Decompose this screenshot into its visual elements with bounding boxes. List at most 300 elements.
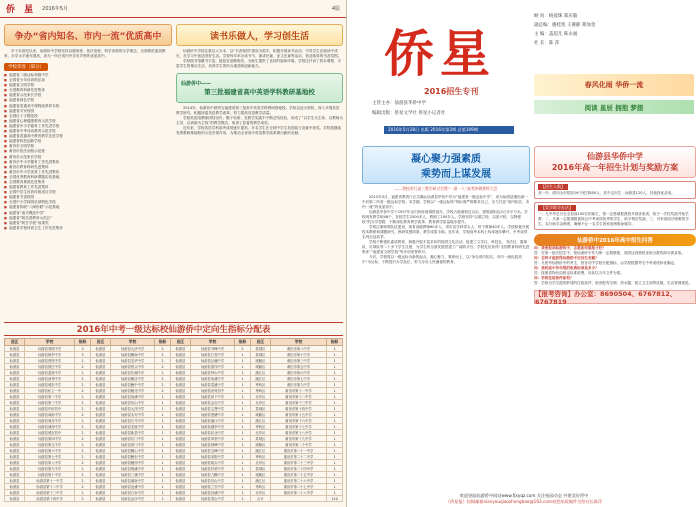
quota-cell: 仙游县东门中学 <box>110 436 154 442</box>
masthead-title: 侨星 <box>384 24 496 83</box>
quota-cell: 1 <box>155 406 171 412</box>
quota-cell: 1 <box>235 364 251 370</box>
honor-item: ■ 福建省文明学校 <box>4 83 172 88</box>
quota-cell: 仙游县 <box>170 430 190 436</box>
qa-question-2: 问：怎样才能获得仙游侨中定向生名额？ <box>534 256 599 260</box>
quota-cell: 仙游县第十一中学 <box>24 478 74 484</box>
enrollment-quota-box <box>534 181 696 199</box>
quota-cell: 2 <box>75 370 91 376</box>
quota-cell: 莆田市第五中学 <box>270 364 326 370</box>
quota-cell: 1 <box>155 442 171 448</box>
development-banner <box>362 146 530 184</box>
quota-cell: 2 <box>75 460 91 466</box>
scholarship-text: 一、凡中考总分在全县前100名的新生，第一志愿填报我校并被录取者，给予一次性奖励并免学费；二、凡第一志愿填报我校且中考成绩优秀的学生，给予相应奖励；三、对家庭经济困难的学生，实行助学金制度，确保不让一名学生因家庭困难而辍学。 <box>538 212 689 226</box>
quota-cell: 仙游县第十三中学 <box>24 490 74 496</box>
footer-submission-line: 《侨星报》投稿邮箱xianyouqiaozhongbao@163.com或把纸质稿件交给社长陈萍 <box>445 499 603 504</box>
quota-cell: 2 <box>75 388 91 394</box>
quota-cell: 1 <box>327 424 343 430</box>
quota-cell: 2 <box>155 346 171 352</box>
quota-cell: 莆田市第十六中学 <box>270 418 326 424</box>
quota-cell: 莆田市第二十七中学 <box>270 484 326 490</box>
honor-item: ■ 福建省学校体育卫生工作先进集体 <box>4 226 172 231</box>
quota-cell: 莆田市第七中学 <box>270 376 326 382</box>
staff-deputy-editor: 副总编：谢桂煌 王赛静 郑加金 <box>534 23 596 28</box>
quota-cell: 莆田市第六中学 <box>270 370 326 376</box>
quota-cell: 1 <box>155 484 171 490</box>
staff-advisor: 顾 问：杨爱珠 郑庆敏 <box>534 14 578 19</box>
quota-cell: 仙游县 <box>90 448 110 454</box>
quota-cell: 莆田市第二十一中学 <box>270 448 326 454</box>
quota-cell: 仙游县 <box>170 478 190 484</box>
quota-cell: 仙游县 <box>5 424 25 430</box>
quota-cell: 1 <box>327 370 343 376</box>
quota-cell: 1 <box>235 466 251 472</box>
english-base-banner-main: 第三批福建省高中英语学科教研基地校 <box>204 88 315 96</box>
quota-cell: 仙游县第九中学 <box>24 466 74 472</box>
quota-cell: 仙游县 <box>170 484 190 490</box>
honor-item: ■ 福建省中华诗词教育示范学校 <box>4 129 172 134</box>
quota-cell: 秀屿区 <box>250 388 270 394</box>
quota-cell: 2 <box>75 364 91 370</box>
quota-cell: 2 <box>75 394 91 400</box>
quota-cell: 1 <box>327 460 343 466</box>
quota-table-header <box>5 339 343 346</box>
quota-cell: 仙游县 <box>90 400 110 406</box>
scholarship-box <box>534 202 696 230</box>
honor-item: ■ 福建省普通高中课程改革样本校 <box>4 104 172 109</box>
quota-cell: 仙游县湖亭中学 <box>190 424 234 430</box>
quota-cell: 1 <box>155 460 171 466</box>
page-number: 4版 <box>331 6 340 12</box>
quota-cell: 1 <box>235 442 251 448</box>
quota-cell: 莆田市第十中学 <box>270 352 326 358</box>
quota-cell: 2 <box>75 358 91 364</box>
masthead-subtitle: 2016招生专刊 <box>424 87 479 96</box>
quota-cell: 2 <box>75 484 91 490</box>
quota-cell: 城厢区 <box>250 412 270 418</box>
quota-cell: 仙游县 <box>90 394 110 400</box>
quota-cell: 仙游县 <box>170 406 190 412</box>
quota-cell: 仙游县 <box>5 364 25 370</box>
quota-table-row <box>5 496 343 502</box>
quota-cell: 仙游县游洋中学 <box>190 364 234 370</box>
quota-cell: 1 <box>235 352 251 358</box>
quota-cell: 仙游县 <box>5 484 25 490</box>
quota-cell: 秀屿区 <box>250 424 270 430</box>
quota-cell: 1 <box>327 418 343 424</box>
quota-cell: 1 <box>327 442 343 448</box>
quota-cell: 1 <box>327 490 343 496</box>
quota-cell: 仙游县金石中学 <box>190 400 234 406</box>
quota-cell: 合计 <box>250 496 270 502</box>
honor-item: ■ 全国中小学校园足球特色学校 <box>4 200 172 205</box>
quota-cell: 仙游县鲤西中学 <box>110 460 154 466</box>
quota-cell: 荔城区 <box>250 346 270 352</box>
quota-cell: 仙游县林峰中学 <box>190 442 234 448</box>
qa-question-3: 问：我校高中各年级的收费标准是多少？ <box>534 266 599 270</box>
quota-cell: 1 <box>155 418 171 424</box>
quota-cell: 仙游县官山中学 <box>190 478 234 484</box>
quota-cell: 仙游县 <box>90 382 110 388</box>
slogan-banner: 春风化雨 华侨一流 <box>534 74 694 96</box>
quota-cell: 仙游县 <box>170 346 190 352</box>
quota-cell: 1 <box>235 484 251 490</box>
quota-cell: 2 <box>235 346 251 352</box>
quota-cell: 1 <box>235 370 251 376</box>
quota-cell: 2 <box>155 364 171 370</box>
quota-cell: 莆田市第二十五中学 <box>270 472 326 478</box>
quota-cell: 仙游县钟山中学 <box>190 370 234 376</box>
quota-cell: 仙游县 <box>90 442 110 448</box>
quota-cell: 仙游县新县中学 <box>110 430 154 436</box>
quota-cell: 仙游县 <box>170 490 190 496</box>
scholarship-tag: 【奖学助学办法】 <box>538 205 576 211</box>
quota-cell: 北岸区 <box>250 460 270 466</box>
quota-cell: 2 <box>75 376 91 382</box>
quota-cell: 北岸区 <box>250 490 270 496</box>
quota-cell: 2 <box>75 448 91 454</box>
quota-cell: 仙游县象溪中学 <box>190 376 234 382</box>
quota-cell: 莆田市第二十二中学 <box>270 454 326 460</box>
quota-cell: 仙游县 <box>90 364 110 370</box>
quota-cell: 仙游县 <box>5 376 25 382</box>
quota-cell: 莆田市第二十三中学 <box>270 460 326 466</box>
honor-item: ■ 福建省心理健康教育示范学校 <box>4 119 172 124</box>
quota-cell: 1 <box>155 400 171 406</box>
quota-cell: 仙游县城东初中 <box>24 430 74 436</box>
quota-cell: 仙游县 <box>5 388 25 394</box>
quota-cell: 莆田市第八中学 <box>270 346 326 352</box>
quota-cell: 仙游县兰石中学 <box>190 484 234 490</box>
quota-cell: 1 <box>235 496 251 502</box>
quota-cell: 2 <box>155 382 171 388</box>
quota-cell: 莆田市第十二中学 <box>270 394 326 400</box>
quota-cell: 仙游县 <box>5 448 25 454</box>
quota-cell <box>270 496 326 502</box>
left-page <box>0 0 347 507</box>
quota-cell: 仙游县 <box>170 436 190 442</box>
quota-cell: 仙游县石马中学 <box>110 418 154 424</box>
quota-cell: 仙游县大洋中学 <box>110 406 154 412</box>
honor-item: ■ 莆田市文明学校 <box>4 144 172 149</box>
development-banner-line-2: 乘势而上谋发展 <box>421 169 491 180</box>
quota-cell: 仙游县 <box>90 412 110 418</box>
quota-cell: 1 <box>327 382 343 388</box>
quota-cell: 仙游县 <box>5 454 25 460</box>
honors-tag: 学校荣誉（部分） <box>4 63 48 71</box>
quota-cell: 莆田市第十三中学 <box>270 400 326 406</box>
quota-cell: 荔城区 <box>250 352 270 358</box>
quota-cell: 莆田市第二十八中学 <box>270 490 326 496</box>
quota-cell: 仙游县 <box>170 382 190 388</box>
quota-cell: 1 <box>155 496 171 502</box>
quota-cell: 1 <box>155 436 171 442</box>
enrollment-quota-tag: 【招生人数】 <box>538 184 568 190</box>
quota-cell: 仙游县 <box>5 352 25 358</box>
quota-cell: 仙游县赖店中学 <box>110 376 154 382</box>
quota-cell: 仙游县鲤南中学 <box>110 352 154 358</box>
quota-cell: 仙游县明溪中学 <box>110 466 154 472</box>
quota-cell: 北岸区 <box>250 400 270 406</box>
quota-cell: 仙游县第五中学 <box>24 442 74 448</box>
quota-cell: 仙游县 <box>5 346 25 352</box>
quota-cell: 仙游县盖尾中学 <box>24 370 74 376</box>
quota-cell: 仙游县第八中学 <box>24 460 74 466</box>
quota-table-block <box>4 322 343 502</box>
quota-cell: 仙游县 <box>90 346 110 352</box>
quota-header-cell: 学校 <box>270 339 326 346</box>
quota-cell: 仙游县 <box>90 460 110 466</box>
quota-cell: 莆田市第三中学 <box>270 358 326 364</box>
quota-cell: 仙游县杉尾中学 <box>190 466 234 472</box>
quota-cell: 3 <box>75 346 91 352</box>
honor-item: ■ 福建省教育工作先进集体 <box>4 185 172 190</box>
reading-column <box>176 24 343 136</box>
quota-cell: 涵江区 <box>250 418 270 424</box>
honor-item: ■ 福建省“阿甘学校”成果奖 <box>4 221 172 226</box>
honor-item: ■ 莆田市示范家长学校 <box>4 155 172 160</box>
enrollment-article <box>534 146 696 304</box>
quota-header-cell: 县区 <box>5 339 25 346</box>
school-honors-column <box>4 24 172 231</box>
honor-item: ■ 莆田市教育科研先进集体 <box>4 165 172 170</box>
quota-cell: 仙游县石苍中学 <box>190 352 234 358</box>
quota-cell: 仙游县 <box>5 406 25 412</box>
development-para-5: 今后，学校将以一级达标为新的起点，凝心聚力，乘势而上，以“争办省内知名、市内一流优质高中”为目标，不断提升办学品位，努力办好人民满意的教育。 <box>362 255 522 264</box>
quota-cell: 2 <box>75 412 91 418</box>
quota-cell: 1 <box>235 454 251 460</box>
quota-cell: 仙游县 <box>170 358 190 364</box>
quota-cell: 仙游县西苑中学 <box>24 376 74 382</box>
quota-header-cell: 学校 <box>190 339 234 346</box>
quota-cell: 1 <box>155 412 171 418</box>
quota-cell: 仙游县东湖中学 <box>110 370 154 376</box>
quota-cell: 仙游县华侨初中 <box>24 406 74 412</box>
reading-para-2: 学校图书馆藏书丰富，阅览室宽敞明亮，为师生提供了良好的阅读环境。学校还开设了校本课程，丰富学生的课余生活，培养学生的综合素质和创新能力。 <box>176 59 342 68</box>
quota-cell: 城厢区 <box>250 364 270 370</box>
quota-header-cell: 学校 <box>110 339 154 346</box>
quota-cell: 仙游县 <box>90 358 110 364</box>
quota-cell: 仙游县莒溪中学 <box>190 490 234 496</box>
quota-cell: 仙游县度尾中学 <box>24 358 74 364</box>
quota-cell: 北岸区 <box>250 394 270 400</box>
quota-cell: 秀屿区 <box>250 382 270 388</box>
qa-answer-2: 答：凡报考仙游侨中的考生，按各初中学校分配指标，由学校根据考生中考成绩择优确定。 <box>534 261 678 265</box>
quota-cell: 2 <box>75 454 91 460</box>
quota-header-cell: 县区 <box>170 339 190 346</box>
quota-cell: 1 <box>327 436 343 442</box>
quota-header-cell: 指标 <box>155 339 171 346</box>
development-subtitle: ——我校举行高三教学研讨会暨“一面一人”高考冲刺誓师大会 <box>394 186 498 191</box>
enrollment-banner-line-2: 2016年高一年招生计划与奖励方案 <box>551 163 679 172</box>
quota-cell: 莆田市第十四中学 <box>270 406 326 412</box>
quota-cell: 2 <box>155 376 171 382</box>
quota-cell: 仙游县凤山中学 <box>110 400 154 406</box>
quota-cell: 1 <box>327 406 343 412</box>
honor-item: ■ 全国青少年体育俱乐部 <box>4 78 172 83</box>
honor-item: ■ 福建省中小学德育工作先进学校 <box>4 124 172 129</box>
quota-cell: 1 <box>155 472 171 478</box>
quota-cell: 仙游县 <box>5 430 25 436</box>
development-para-4: 学校不断强化素质教育，积极开展丰富多彩的校园文化活动，组建了文学社、科技社、书法社、篮球队、足球队等二十多个学生社团，为学生的全面发展搭建了广阔的平台。学校先后获得“全国教育科研先进集体”“福建省文明学校”等多项荣誉称号。 <box>362 240 530 254</box>
quota-cell: 仙游县 <box>90 388 110 394</box>
quota-cell: 仙游县第六中学 <box>24 448 74 454</box>
quota-cell: 仙游县第十中学 <box>24 472 74 478</box>
quota-cell: 仙游县莲塘中学 <box>190 412 234 418</box>
quota-cell: 1 <box>235 376 251 382</box>
honor-item: ■ 福建省平安校园 <box>4 109 172 114</box>
quota-cell: 莆田市第十七中学 <box>270 424 326 430</box>
enrollment-banner-line-1: 仙游县华侨中学 <box>587 152 643 161</box>
english-para-1: 2014年，仙游侨中被列为福建省第三批高中英语学科教研基地校。学校以此为契机，深入开展英语教学研究，积极探索英语教学改革，努力提高英语教学质量。 <box>176 106 340 115</box>
quota-cell: 荔城区 <box>250 466 270 472</box>
quota-cell: 1 <box>155 448 171 454</box>
quota-cell: 2 <box>155 352 171 358</box>
enrollment-quota-text: 高一年：面向全市招收16个班共800人，其中定向生：仙游县120人，其他择优录取。 <box>538 191 675 195</box>
quota-cell: 仙游县大济中学 <box>110 346 154 352</box>
honor-item: ■ 福建省“阿拉善教育示范区” <box>4 216 172 221</box>
development-article <box>362 146 530 265</box>
quota-cell: 仙游县第三中学 <box>24 400 74 406</box>
honor-item: ■ 福建省二级达标高级中学 <box>4 73 172 78</box>
development-para-2: 仙游县华侨中学于1957年由归侨侨眷捐资创办，学校占地面积近百亩，建筑面积达3万多平方米。学校现有教学班48个，在校学生2500多人，教职工200多人。学校坚持“以德立校、以质兴校、以特强校”的办学思路，不断深化教育教学改革，教育教学质量稳步提升。 <box>362 210 528 224</box>
quota-cell: 1 <box>235 388 251 394</box>
quota-cell: 城厢区 <box>250 442 270 448</box>
quota-cell: 仙游县 <box>170 364 190 370</box>
quota-cell: 1 <box>155 490 171 496</box>
quota-cell: 仙游县 <box>170 388 190 394</box>
quota-cell: 仙游县 <box>170 400 190 406</box>
quota-cell: 2 <box>75 496 91 502</box>
quota-cell: 莆田市第十九中学 <box>270 436 326 442</box>
slogan-banner-2: 阅读 星辰 拥抱 梦想 <box>534 100 694 114</box>
quota-cell: 1 <box>327 466 343 472</box>
quota-cell: 莆田市第十八中学 <box>270 430 326 436</box>
quota-cell: 2 <box>155 370 171 376</box>
english-base-banner-top: 仙游侨中—— <box>181 81 212 87</box>
quota-header-cell: 县区 <box>90 339 110 346</box>
english-para-3: 近年来，学校英语学科高考成绩逐年提高，多名学生在全国中学生英语能力竞赛中获奖。学校将继续发挥教研基地校的示范引领作用，为推动全省高中英语教学改革做出新的贡献。 <box>176 126 342 135</box>
quota-cell: 仙游县 <box>5 496 25 502</box>
quota-cell: 仙游县沧溪中学 <box>110 484 154 490</box>
honor-item: ■ 莆田市中小学德育工作先进集体 <box>4 160 172 165</box>
quota-cell: 1 <box>327 472 343 478</box>
quota-cell: 仙游县 <box>170 370 190 376</box>
quota-cell: 仙游县 <box>5 442 25 448</box>
quota-cell: 仙游县郊尾中学 <box>24 346 74 352</box>
quota-cell: 仙游县 <box>170 442 190 448</box>
quota-cell: 1 <box>235 358 251 364</box>
quota-cell: 仙游县 <box>170 460 190 466</box>
quota-cell: 仙游县 <box>5 382 25 388</box>
quota-cell: 北岸区 <box>250 430 270 436</box>
quota-cell: 仙游县 <box>90 472 110 478</box>
honor-item: ■ 福建省科技创新学校 <box>4 139 172 144</box>
quota-cell: 仙游县榜头中学 <box>110 364 154 370</box>
quota-cell: 仙游县西苑初中 <box>190 388 234 394</box>
quota-cell: 仙游县 <box>170 454 190 460</box>
quota-cell: 仙游县 <box>5 418 25 424</box>
quota-cell: 2 <box>75 442 91 448</box>
quota-cell: 2 <box>75 400 91 406</box>
quota-cell: 涵江区 <box>250 448 270 454</box>
honors-banner: 争办“省内知名、市内一流”优质高中 <box>4 24 172 46</box>
quota-cell: 仙游县第十四中学 <box>24 496 74 502</box>
quota-cell: 120 <box>327 496 343 502</box>
quota-cell: 1 <box>327 430 343 436</box>
masthead-sponsor: 主管主办：仙游县华侨中学 <box>372 101 426 106</box>
quota-cell: 仙游县 <box>5 478 25 484</box>
honor-item: ■ 全国红十字模范校 <box>4 114 172 119</box>
quota-cell: 仙游县 <box>90 424 110 430</box>
english-para-2: 学校英语组教师团结协作，勤于钻研，在教学实践中不断总结经验，形成了“以学生为主体、以教师为主导、以训练为主线”的教学模式，取得了显著的教学成效。 <box>176 116 343 125</box>
quota-cell: 仙游县 <box>170 472 190 478</box>
quota-cell: 2 <box>75 490 91 496</box>
quota-cell: 2 <box>155 388 171 394</box>
quota-cell: 1 <box>235 472 251 478</box>
english-base-banner <box>176 73 343 103</box>
quota-cell: 莆田市第十一中学 <box>270 388 326 394</box>
quota-cell: 1 <box>327 400 343 406</box>
quota-cell: 1 <box>235 448 251 454</box>
quota-cell: 1 <box>235 394 251 400</box>
quota-cell: 1 <box>155 478 171 484</box>
staff-president: 社 长：陈 萍 <box>534 41 560 46</box>
quota-cell: 仙游县菜溪中学 <box>190 382 234 388</box>
quota-cell: 仙游县 <box>5 490 25 496</box>
issue-date: 2016年5月 <box>42 6 69 12</box>
quota-cell: 仙游县第七中学 <box>24 454 74 460</box>
quota-cell: 1 <box>327 394 343 400</box>
quota-cell: 仙游县 <box>5 358 25 364</box>
quota-cell: 仙游县鲤中中学 <box>110 382 154 388</box>
quota-cell: 1 <box>155 394 171 400</box>
quota-cell: 仙游县草堂中学 <box>190 436 234 442</box>
quota-cell: 仙游县香山中学 <box>190 496 234 502</box>
honor-item: ■ 福建省普通高中教育教学先进学校 <box>4 134 172 139</box>
quota-cell: 1 <box>327 412 343 418</box>
quota-cell: 仙游县鲤山中学 <box>110 448 154 454</box>
quota-cell: 1 <box>327 454 343 460</box>
paper-brand: 侨 星 <box>6 5 37 15</box>
quota-cell: 仙游县凤阳中学 <box>190 454 234 460</box>
quota-cell: 仙游县 <box>90 454 110 460</box>
quota-cell: 1 <box>327 376 343 382</box>
quota-cell: 仙游县龙坂中学 <box>110 424 154 430</box>
quota-cell: 1 <box>327 484 343 490</box>
qa-banner: 仙游侨中2016年高中招生问答 <box>534 234 696 246</box>
quota-cell: 城厢区 <box>250 358 270 364</box>
honor-item: ■ 福建省绿色学校 <box>4 98 172 103</box>
quota-cell: 仙游县 <box>5 412 25 418</box>
qa-answer-3: 答：按照省物价局核定标准收费，具体以当年文件为准。 <box>534 271 624 275</box>
reading-para-1: 仙游侨中学校注重以人为本，以“书香校园”建设为抓手，积极开展读书活动，引导学生在阅读中成长，在学习中创造美好生活。学校每年举办读书节、演讲比赛、征文比赛等活动，营造浓厚的书香氛围。 <box>176 49 342 58</box>
quota-cell: 仙游县 <box>90 478 110 484</box>
honors-intro: 早于本世纪以来，仙游侨中学校坚持以德治校、依法治校、科学治校的办学理念，全面推进素质教育，办学水平逐年提高，成为一所在省内外享有声誉的优质高中。 <box>4 49 166 58</box>
quota-cell: 1 <box>327 352 343 358</box>
quota-cell: 仙游县 <box>5 472 25 478</box>
qa-answer-1: 答：在第一批次招生中，把仙游侨中作为第一志愿填报，成绩达到我校录取分数线即可被录取。 <box>534 251 685 255</box>
honor-item: ■ 全国教育科研先进集体 <box>4 88 172 93</box>
quota-cell: 仙游县坝下中学 <box>190 394 234 400</box>
quota-cell: 仙游县溪口中学 <box>190 418 234 424</box>
quota-cell: 1 <box>155 466 171 472</box>
quota-cell: 仙游县 <box>5 370 25 376</box>
quota-cell: 2 <box>75 424 91 430</box>
quota-cell: 仙游县南溪中学 <box>110 394 154 400</box>
quota-cell: 仙游县城东中学 <box>24 382 74 388</box>
quota-cell: 3 <box>75 352 91 358</box>
